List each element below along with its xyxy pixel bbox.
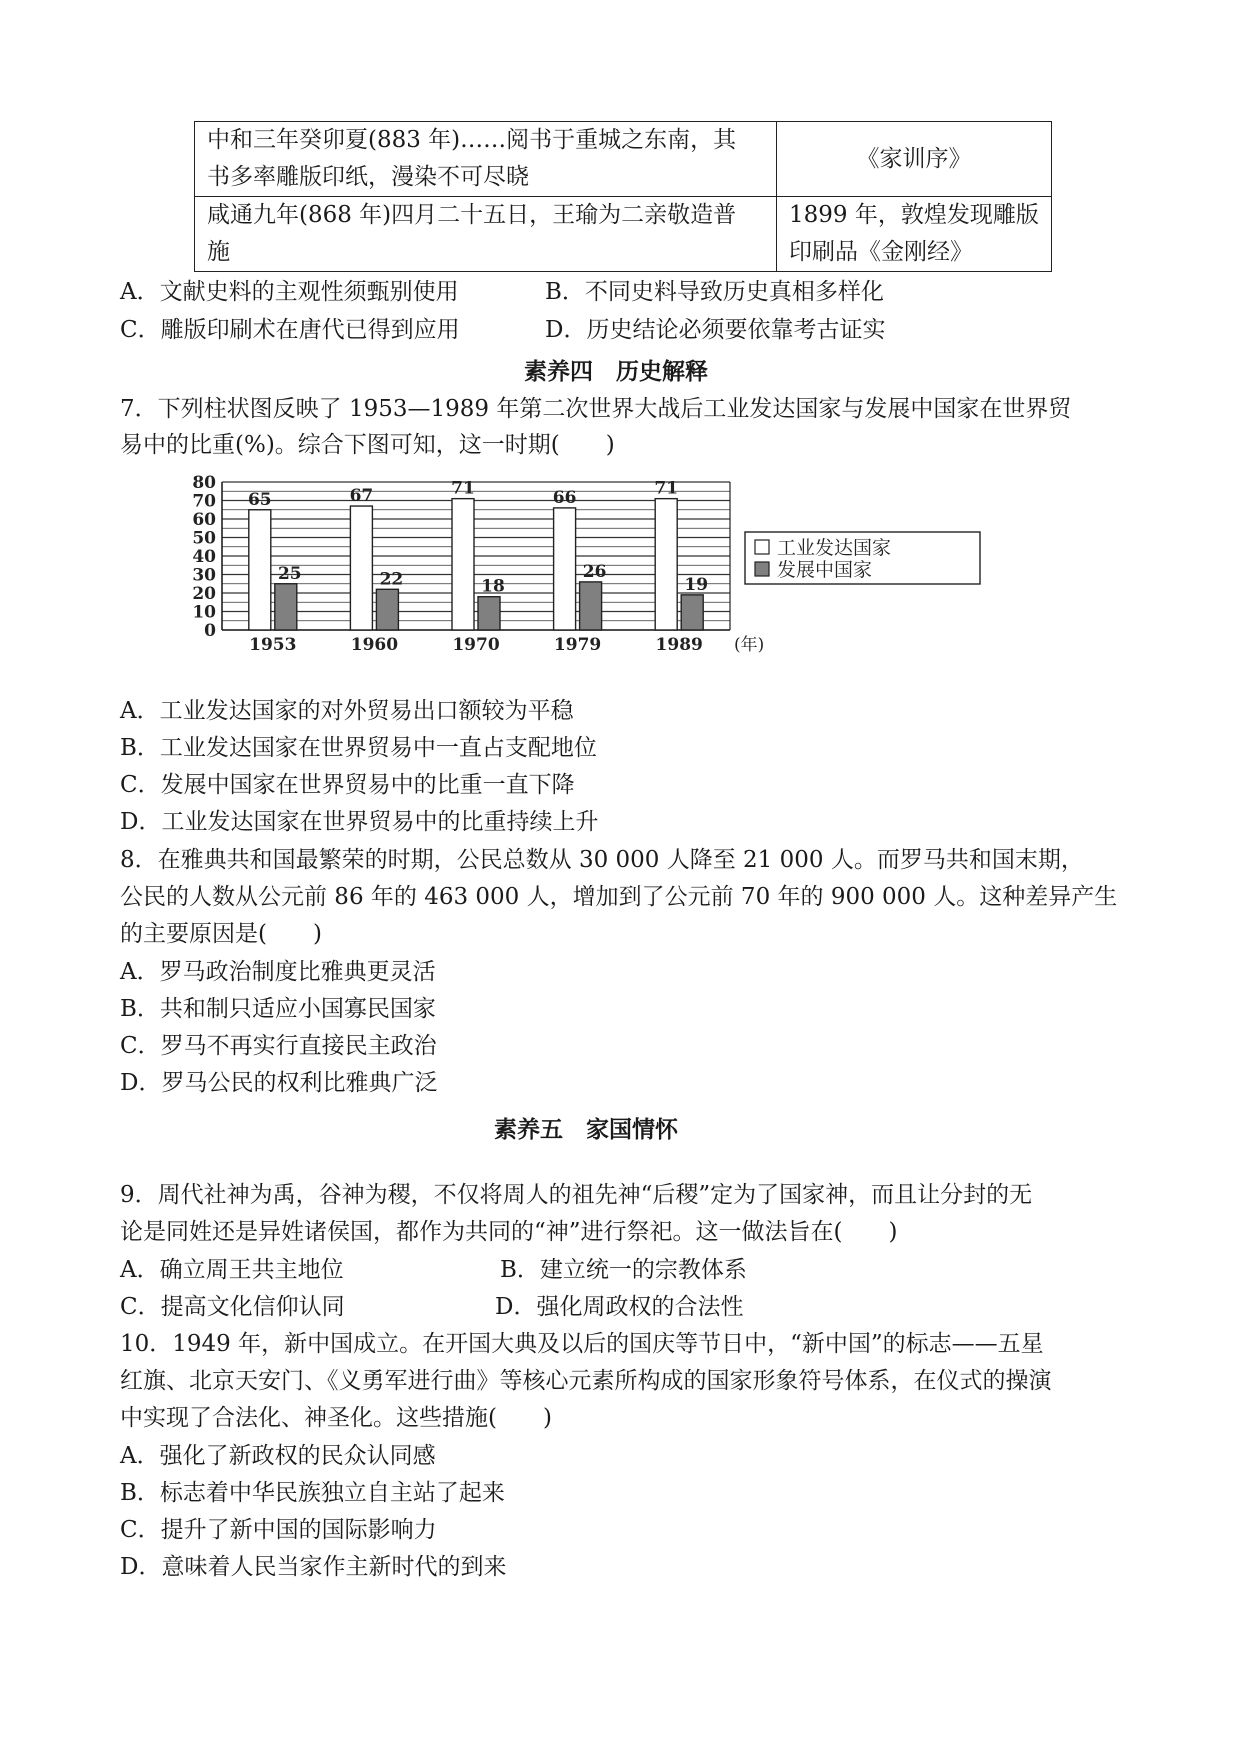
option-d[interactable]: D．强化周政权的合法性: [495, 1294, 744, 1320]
bar: [554, 508, 576, 630]
source-table: [194, 121, 1052, 272]
option-d[interactable]: D．历史结论必须要依靠考古证实: [545, 317, 886, 343]
bar: [655, 499, 677, 630]
option-c[interactable]: C．发展中国家在世界贸易中的比重一直下降: [120, 772, 575, 798]
option-b[interactable]: B．工业发达国家在世界贸易中一直占支配地位: [120, 735, 597, 761]
x-tick-label: 1989: [655, 635, 703, 655]
question-8-stem: 公民的人数从公元前 86 年的 463 000 人，增加到了公元前 70 年的 900 000 人。这种差异产生: [120, 884, 1118, 910]
question-8-stem: 的主要原因是( ): [120, 921, 322, 947]
section-heading: 素养四 历史解释: [524, 359, 708, 385]
y-tick-label: 40: [192, 547, 216, 567]
data-label: 67: [349, 486, 374, 507]
data-label: 65: [247, 489, 272, 510]
bar: [275, 584, 297, 630]
option-c[interactable]: C．提高文化信仰认同: [120, 1294, 345, 1320]
option-d[interactable]: D．罗马公民的权利比雅典广泛: [120, 1070, 438, 1096]
x-tick-label: 1970: [452, 635, 500, 655]
question-10-stem: 10．1949 年，新中国成立。在开国大典及以后的国庆等节日中，“新中国”的标志——五星: [120, 1331, 1044, 1357]
table-cell-source-title: 《家训序》: [777, 122, 1052, 197]
table-cell-source-text: [195, 197, 777, 272]
option-b[interactable]: B．共和制只适应小国寡民国家: [120, 996, 436, 1022]
table-cell-source-text: [195, 122, 777, 197]
question-7-stem: 易中的比重(%)。综合下图可知，这一时期( ): [120, 432, 615, 458]
question-9-stem: 9．周代社神为禹，谷神为稷，不仅将周人的祖先神“后稷”定为了国家神，而且让分封的无: [120, 1182, 1033, 1208]
data-label: 71: [654, 478, 679, 499]
y-tick-label: 0: [204, 621, 216, 641]
data-label: 71: [451, 478, 475, 499]
option-a[interactable]: A．确立周王共主地位: [120, 1257, 344, 1283]
section-heading: 素养五 家国情怀: [494, 1117, 678, 1143]
question-8-stem: 8．在雅典共和国最繁荣的时期，公民总数从 30 000 人降至 21 000 人。而罗马共和国末期，: [120, 847, 1084, 873]
option-d[interactable]: D．工业发达国家在世界贸易中的比重持续上升: [120, 809, 599, 835]
legend-swatch: [755, 540, 769, 554]
y-tick-label: 70: [192, 491, 216, 512]
y-tick-label: 30: [192, 565, 216, 586]
option-c[interactable]: C．提升了新中国的国际影响力: [120, 1517, 437, 1543]
table-cell-line: 施: [207, 239, 230, 265]
table-cell-line: 咸通九年(868 年)四月二十五日，王瑜为二亲敬造普: [207, 202, 737, 228]
data-label: 66: [552, 487, 577, 508]
option-a[interactable]: A．文献史料的主观性须甄别使用: [120, 279, 459, 305]
chart-grid: [222, 482, 730, 630]
table-cell-source-title: [777, 197, 1052, 272]
question-10-stem: 红旗、北京天安门、《义勇军进行曲》等核心元素所构成的国家形象符号体系，在仪式的操演: [120, 1368, 1052, 1394]
chart-bars: [249, 499, 703, 630]
bar: [681, 595, 703, 630]
table-row: [195, 122, 1052, 197]
y-tick-label: 20: [192, 584, 216, 604]
table-cell-line: 中和三年癸卯夏(883 年)……阅书于重城之东南，其: [207, 127, 737, 153]
question-10-stem: 中实现了合法化、神圣化。这些措施( ): [120, 1405, 552, 1431]
y-tick-label: 80: [192, 473, 216, 493]
legend-label: 工业发达国家: [777, 537, 892, 559]
y-tick-label: 50: [192, 528, 216, 549]
question-7-stem: 7．下列柱状图反映了 1953—1989 年第二次世界大战后工业发达国家与发展中国家在世界贸: [120, 396, 1072, 422]
data-label: 26: [582, 561, 607, 582]
x-unit-label: (年): [734, 635, 765, 655]
data-label: 25: [277, 563, 302, 584]
table-cell-line: 1899 年，敦煌发现雕版: [789, 202, 1039, 228]
option-a[interactable]: A．罗马政治制度比雅典更灵活: [120, 959, 436, 985]
question-9-stem: 论是同姓还是异姓诸侯国，都作为共同的“神”进行祭祀。这一做法旨在( ): [120, 1219, 898, 1245]
x-tick-label: 1960: [350, 635, 399, 655]
bar: [350, 506, 372, 630]
option-a[interactable]: A．强化了新政权的民众认同感: [120, 1443, 436, 1469]
legend-swatch: [755, 562, 769, 576]
y-tick-label: 60: [192, 510, 216, 530]
option-c[interactable]: C．雕版印刷术在唐代已得到应用: [120, 317, 460, 343]
option-b[interactable]: B．标志着中华民族独立自主站了起来: [120, 1480, 505, 1506]
chart-y-ticks: [192, 473, 216, 641]
data-label: 19: [684, 574, 709, 595]
table-row: [195, 197, 1052, 272]
bar: [580, 582, 602, 630]
data-label: 18: [481, 576, 505, 597]
bar: [478, 597, 500, 630]
legend-label: 发展中国家: [777, 559, 873, 581]
bar: [249, 510, 271, 630]
option-b[interactable]: B．不同史料导致历史真相多样化: [545, 279, 884, 305]
option-b[interactable]: B．建立统一的宗教体系: [500, 1257, 747, 1283]
bar: [452, 499, 474, 630]
table-cell-line: 书多率雕版印纸，漫染不可尽晓: [207, 164, 529, 190]
bar: [376, 589, 398, 630]
y-tick-label: 10: [192, 602, 216, 623]
data-label: 22: [379, 569, 404, 590]
table-cell-line: 印刷品《金刚经》: [789, 239, 973, 265]
chart-x-ticks: [249, 634, 764, 655]
chart-legend: [745, 532, 980, 584]
x-tick-label: 1979: [553, 635, 602, 655]
option-c[interactable]: C．罗马不再实行直接民主政治: [120, 1033, 437, 1059]
x-tick-label: 1953: [249, 635, 297, 655]
option-a[interactable]: A．工业发达国家的对外贸易出口额较为平稳: [120, 698, 574, 724]
bar-chart: [170, 470, 990, 655]
option-d[interactable]: D．意味着人民当家作主新时代的到来: [120, 1554, 507, 1580]
